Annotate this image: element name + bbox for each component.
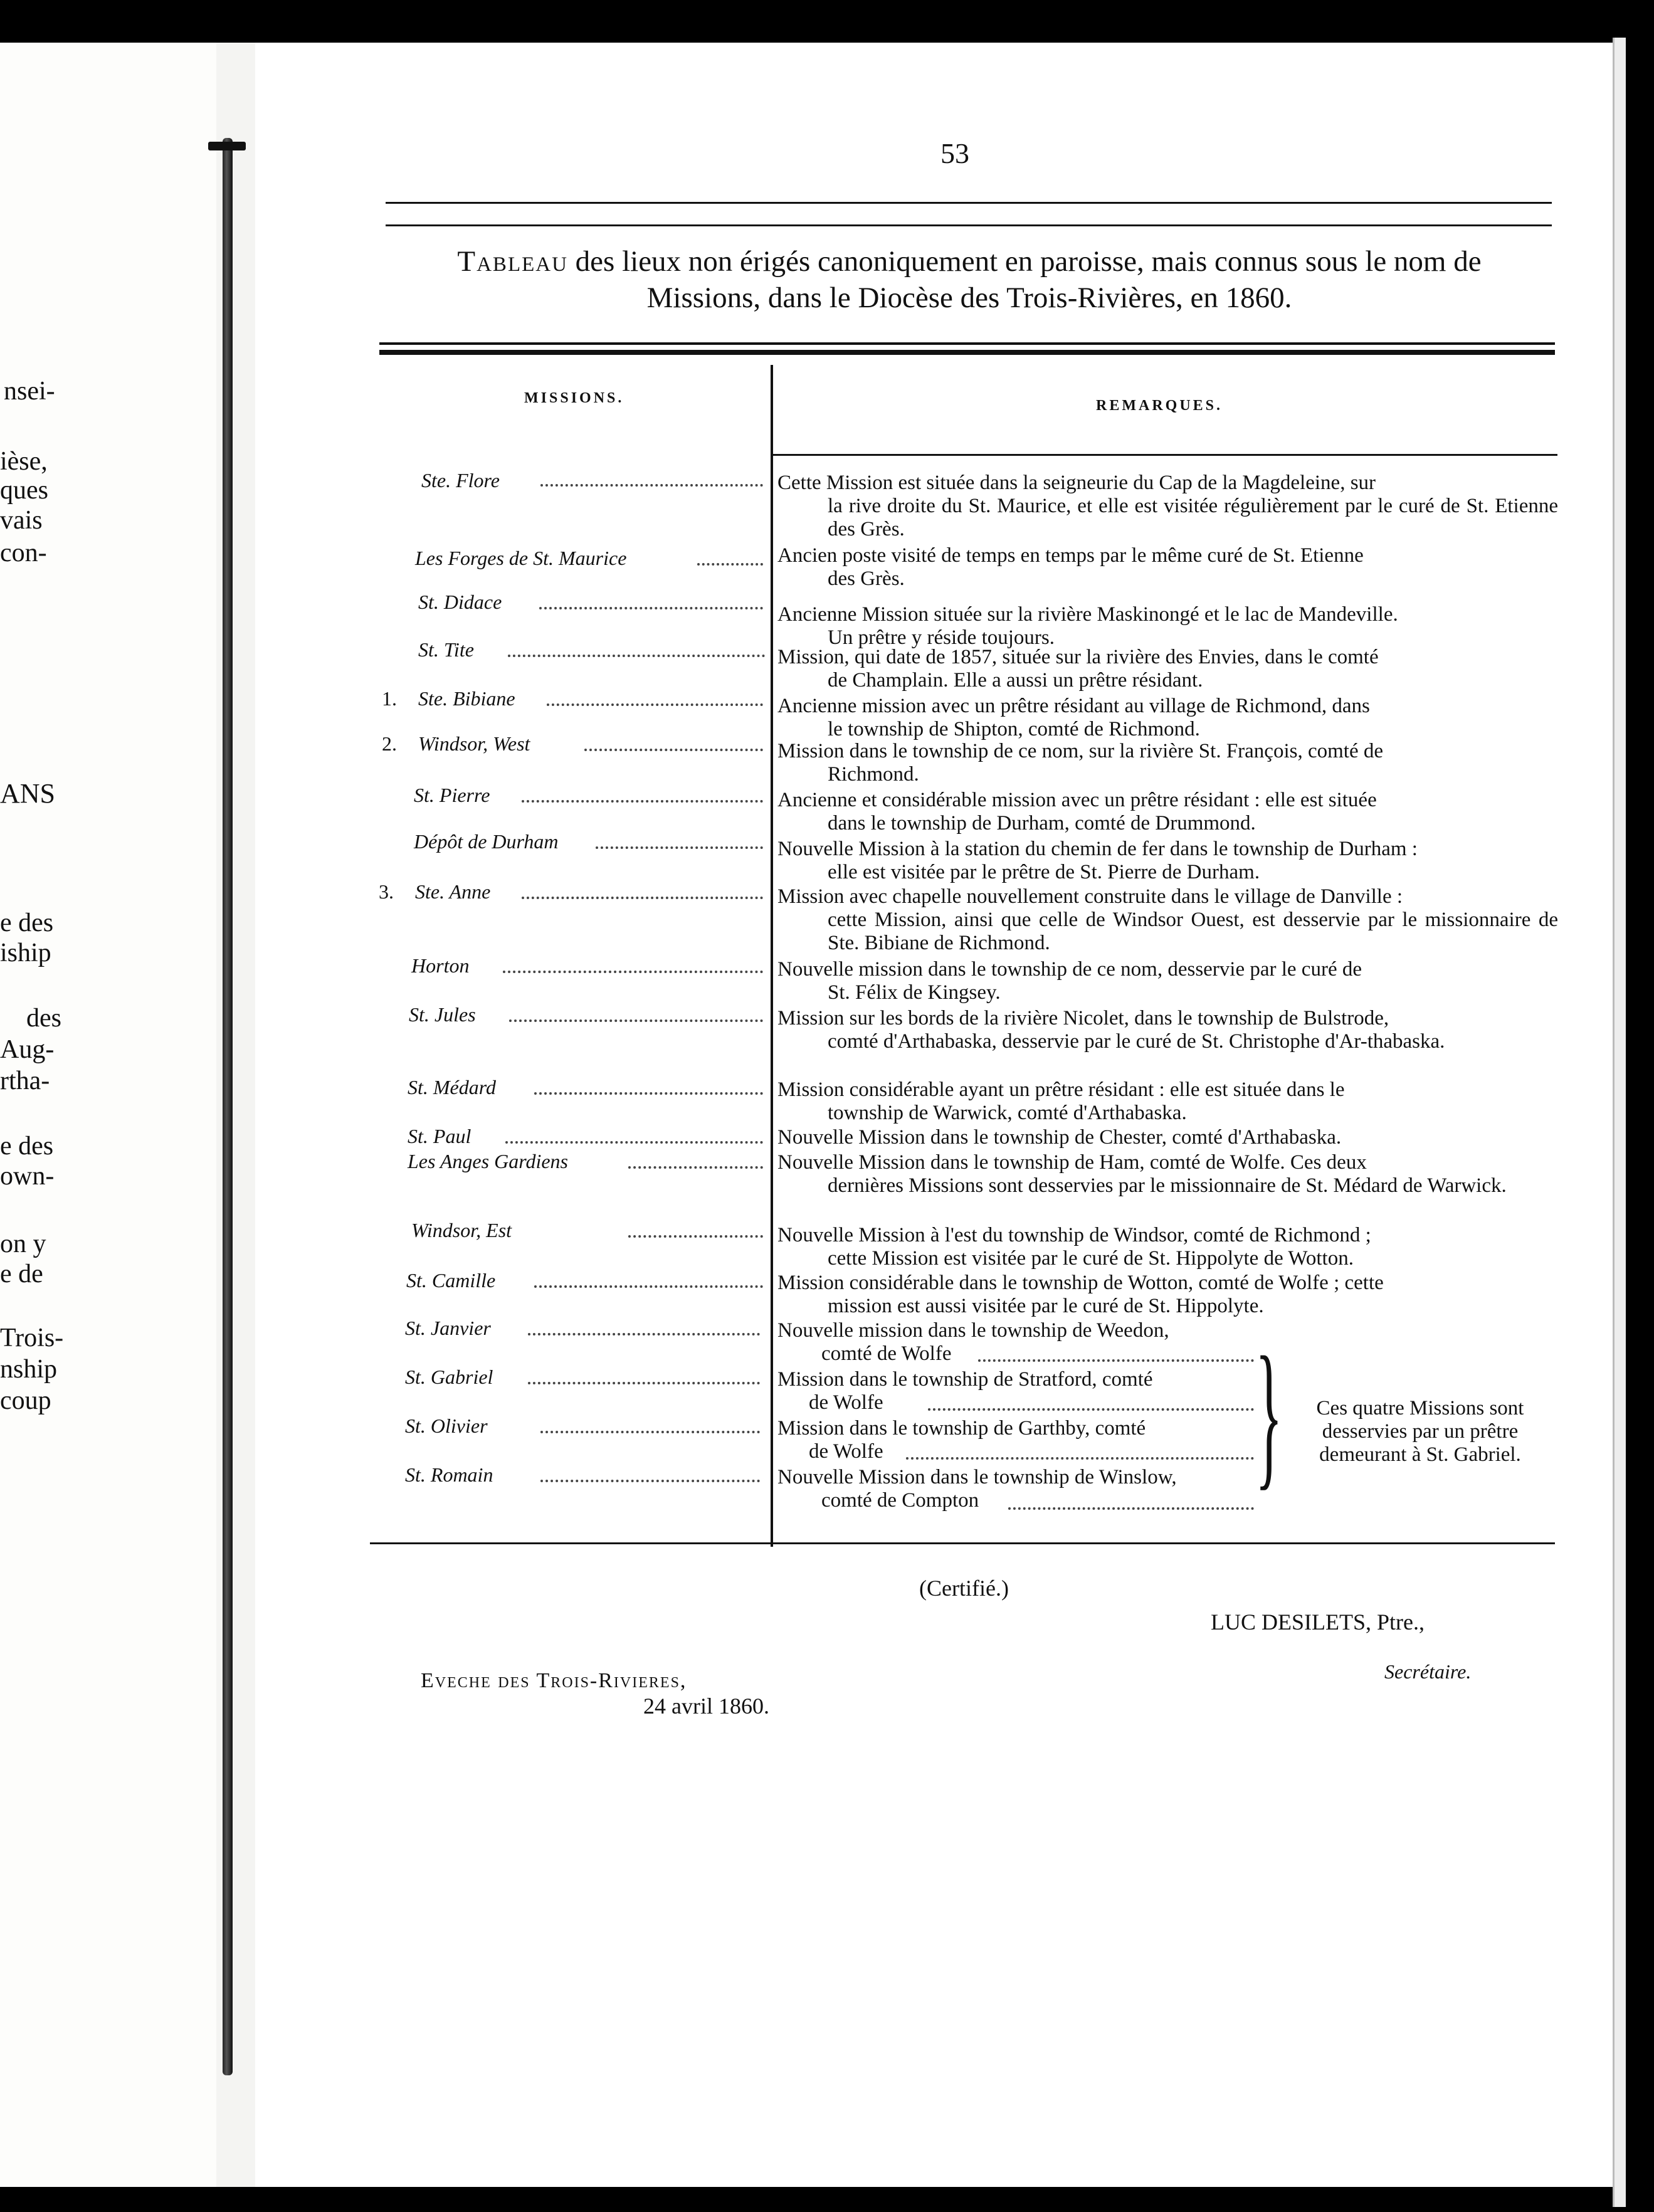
mission-label: Les Forges de St. Maurice [415,547,627,569]
leader-dots [596,846,763,849]
remark-line: Mission dans le township de Stratford, comté [777,1368,1153,1391]
left-page [0,43,216,2187]
remark [777,695,1558,741]
title-smallcaps: Tableau [457,245,568,278]
remark [777,646,1558,692]
mission-name [411,1219,512,1242]
mission-label: St. Camille [406,1269,496,1292]
signature-name: LUC DESILETS, Ptre., [1211,1609,1425,1635]
table-title [376,243,1562,316]
issue-date: 24 avril 1860. [643,1693,769,1719]
left-fragment: coup [0,1386,51,1415]
row-number: 1. [382,687,397,710]
left-fragment: Trois- [0,1324,64,1352]
remark-line: Mission dans le township de Garthby, comté [777,1417,1146,1440]
remark-line: Ancienne et considérable mission avec un prêtre résidant : elle est située [777,789,1377,811]
row-number: 3. [379,880,394,903]
left-fragment: vais [0,506,43,535]
left-fragment: e des [0,1132,54,1161]
table-top-rule-thick [379,350,1555,355]
remark [777,740,1558,786]
mission-name [405,1414,488,1438]
mission-name [408,1125,471,1148]
remark-continuation: cette Mission est visitée par le curé de St. Hippolyte de Wotton. [828,1247,1354,1270]
remark [777,838,1558,884]
table-bottom-rule [370,1542,1555,1544]
page-number: 53 [940,137,969,169]
mission-label: Ste. Bibiane [418,687,515,710]
remark-line: Nouvelle Mission dans le township de Winslow, [777,1466,1177,1488]
certified-note: (Certifié.) [919,1576,1009,1601]
leader-dots [628,1166,763,1169]
left-fragment: ièse, [0,447,48,476]
mission-label: St. Jules [409,1003,476,1026]
remark [777,885,1558,955]
header-rule [386,224,1552,226]
leader-dots [697,563,763,566]
remark-line: Ancien poste visité de temps en temps par le même curé de St. Etienne [777,544,1364,567]
header-rule [386,202,1552,204]
leader-dots [539,607,763,609]
binding-clip [208,142,246,150]
mission-name [405,1317,491,1340]
remark-line: Nouvelle Mission à l'est du township de Windsor, comté de Richmond ; [777,1224,1371,1246]
mission-label: St. Paul [408,1125,471,1147]
remark [777,471,1558,541]
remark-line: Mission considérable ayant un prêtre résidant : elle est située dans le [777,1078,1345,1101]
remark-line: Ancienne Mission située sur la rivière Maskinongé et le lac de Mandeville. [777,603,1398,626]
mission-label: Dépôt de Durham [414,830,559,853]
left-fragment: iship [0,939,51,967]
remark-continuation: elle est visitée par le prêtre de St. Pierre de Durham. [828,861,1260,883]
left-fragment: on y [0,1230,46,1258]
mission-label: Ste. Flore [421,469,500,492]
remark-line: Mission considérable dans le township de Wotton, comté de Wolfe ; cette [777,1272,1384,1294]
mission-label: Windsor, West [418,732,530,755]
left-fragment: nship [0,1355,58,1384]
row-number: 2. [382,732,397,755]
mission-name [406,1269,495,1292]
issuing-place: Eveche des Trois-Rivieres, [421,1669,687,1692]
mission-label: St. Olivier [405,1414,488,1437]
leader-dots [522,897,763,899]
leader-dots [509,1019,763,1022]
mission-name [411,954,469,977]
leader-dots [540,1431,760,1433]
header-underline [772,454,1557,456]
remark-continuation: dans le township de Durham, comté de Drummond. [828,812,1256,835]
remark-continuation: de Wolfe [809,1440,883,1463]
column-header-missions: MISSIONS. [524,390,624,406]
mission-label: St. Gabriel [405,1366,493,1388]
left-fragment: Aug- [0,1035,55,1064]
leader-dots [540,1480,760,1482]
curly-brace-icon: } [1255,1324,1283,1504]
remark [777,1151,1558,1198]
remark-line: Mission sur les bords de la rivière Nicolet, dans le township de Bulstrode, [777,1007,1389,1030]
remark-continuation: comté de Compton [821,1489,979,1512]
remark-continuation: Un prêtre y réside toujours. [828,626,1055,649]
mission-name [382,732,530,756]
mission-label: Windsor, Est [411,1219,512,1241]
mission-name [408,1150,568,1173]
binding-spine [223,138,233,2075]
remark-continuation: la rive droite du St. Maurice, et elle est visitée régulièrement par le curé de St. Etienne des Grès. [828,495,1558,540]
remark [777,1078,1558,1125]
left-fragment: e de [0,1260,43,1288]
mission-name [405,1366,493,1389]
bracket-note: Ces quatre Missions sont desservies par un prêtre demeurant à St. Gabriel. [1316,1397,1524,1466]
mission-name [415,547,626,570]
mission-name [418,591,502,614]
mission-name [379,880,491,903]
mission-name [409,1003,476,1026]
left-fragment: ques [0,476,48,505]
remark-continuation: mission est aussi visitée par le curé de St. Hippolyte. [828,1295,1264,1317]
remark-line: Nouvelle mission dans le township de ce nom, desservie par le curé de [777,958,1362,981]
leader-dots [505,1141,763,1144]
remark-line: Nouvelle Mission dans le township de Chester, comté d'Arthabaska. [777,1126,1342,1149]
leader-dots [906,1457,1254,1460]
bracket-remark [777,1319,1260,1366]
remark [777,603,1558,650]
leader-dots [584,749,763,751]
leader-dots [534,1285,763,1288]
remark-continuation: comté de Wolfe [821,1342,952,1365]
left-fragment: nsei- [4,377,55,406]
column-divider [771,365,773,1547]
mission-label: Les Anges Gardiens [408,1150,568,1172]
remark [777,958,1558,1004]
mission-name [414,784,490,807]
leader-dots [534,1092,763,1095]
mission-label: St. Pierre [414,784,490,806]
table-top-rule [379,342,1555,345]
remark [777,1272,1558,1318]
remark-continuation: le township de Shipton, comté de Richmond. [828,718,1200,740]
remark-line: Nouvelle mission dans le township de Weedon, [777,1319,1169,1342]
remark-continuation: cette Mission, ainsi que celle de Windsor Ouest, est desservie par le missionnaire de Ste. Bibiane de Richmond. [828,908,1558,954]
mission-label: St. Janvier [405,1317,491,1339]
remark [777,544,1558,591]
left-fragment: own- [0,1162,55,1191]
leader-dots [508,655,765,657]
title-line1: des lieux non érigés canoniquement en paroisse, mais connus sous le nom de [567,245,1482,278]
page-edge [1613,38,1626,2207]
remark-continuation: de Champlain. Elle a aussi un prêtre résidant. [828,669,1203,692]
bracket-remark [777,1368,1260,1414]
remark-line: Mission dans le township de ce nom, sur la rivière St. François, comté de [777,740,1383,762]
remark-continuation: des Grès. [828,567,905,590]
remark-continuation: township de Warwick, comté d'Arthabaska. [828,1102,1187,1124]
remark-continuation: de Wolfe [809,1391,883,1414]
remark [777,1007,1558,1053]
mission-name [408,1076,496,1099]
left-fragment: ANS [0,778,56,809]
remark-line: Nouvelle Mission dans le township de Ham, comté de Wolfe. Ces deux [777,1151,1367,1174]
remark-continuation: comté d'Arthabaska, desservie par le curé de St. Christophe d'Ar-thabaska. [828,1030,1445,1053]
left-fragment: rtha- [0,1066,50,1095]
remark-continuation: Richmond. [828,763,919,786]
remark-line: Ancienne mission avec un prêtre résidant au village de Richmond, dans [777,695,1370,717]
mission-label: St. Tite [418,638,474,661]
leader-dots [503,971,763,973]
mission-name [382,687,515,710]
remark-continuation: St. Félix de Kingsey. [828,981,1001,1004]
remark [777,1224,1558,1270]
leader-dots [628,1235,763,1238]
leader-dots [547,703,763,706]
bracket-remark [777,1466,1260,1512]
leader-dots [528,1382,760,1384]
mission-name [405,1463,493,1487]
mission-name [414,830,559,853]
remark-line: Mission, qui date de 1857, située sur la rivière des Envies, dans le comté [777,646,1379,668]
mission-label: St. Romain [405,1463,493,1486]
mission-name [418,638,474,661]
title-line2: Missions, dans le Diocèse des Trois-Rivières, en 1860. [646,282,1292,314]
remark-line: Mission avec chapelle nouvellement construite dans le village de Danville : [777,885,1403,908]
leader-dots [928,1408,1254,1411]
leader-dots [522,800,763,803]
left-fragment: con- [0,539,47,567]
left-fragment: e des [0,908,54,937]
left-fragment: des [26,1004,61,1033]
leader-dots [1008,1507,1254,1510]
remark-continuation: dernières Missions sont desservies par le missionnaire de St. Médard de Warwick. [828,1174,1507,1197]
remark-line: Nouvelle Mission à la station du chemin de fer dans le township de Durham : [777,838,1418,860]
bracket-remark [777,1417,1260,1463]
signature-title: Secrétaire. [1384,1660,1472,1683]
leader-dots [540,484,763,487]
mission-name [421,469,500,492]
mission-label: Ste. Anne [415,880,491,903]
remark [777,789,1558,835]
leader-dots [528,1333,760,1335]
leader-dots [978,1359,1254,1362]
mission-label: St. Médard [408,1076,497,1098]
remark [777,1126,1558,1149]
mission-label: St. Didace [418,591,502,613]
mission-label: Horton [411,954,470,977]
remark-line: Cette Mission est située dans la seigneurie du Cap de la Magdeleine, sur [777,471,1376,494]
column-header-remarques: REMARQUES. [1096,398,1223,414]
